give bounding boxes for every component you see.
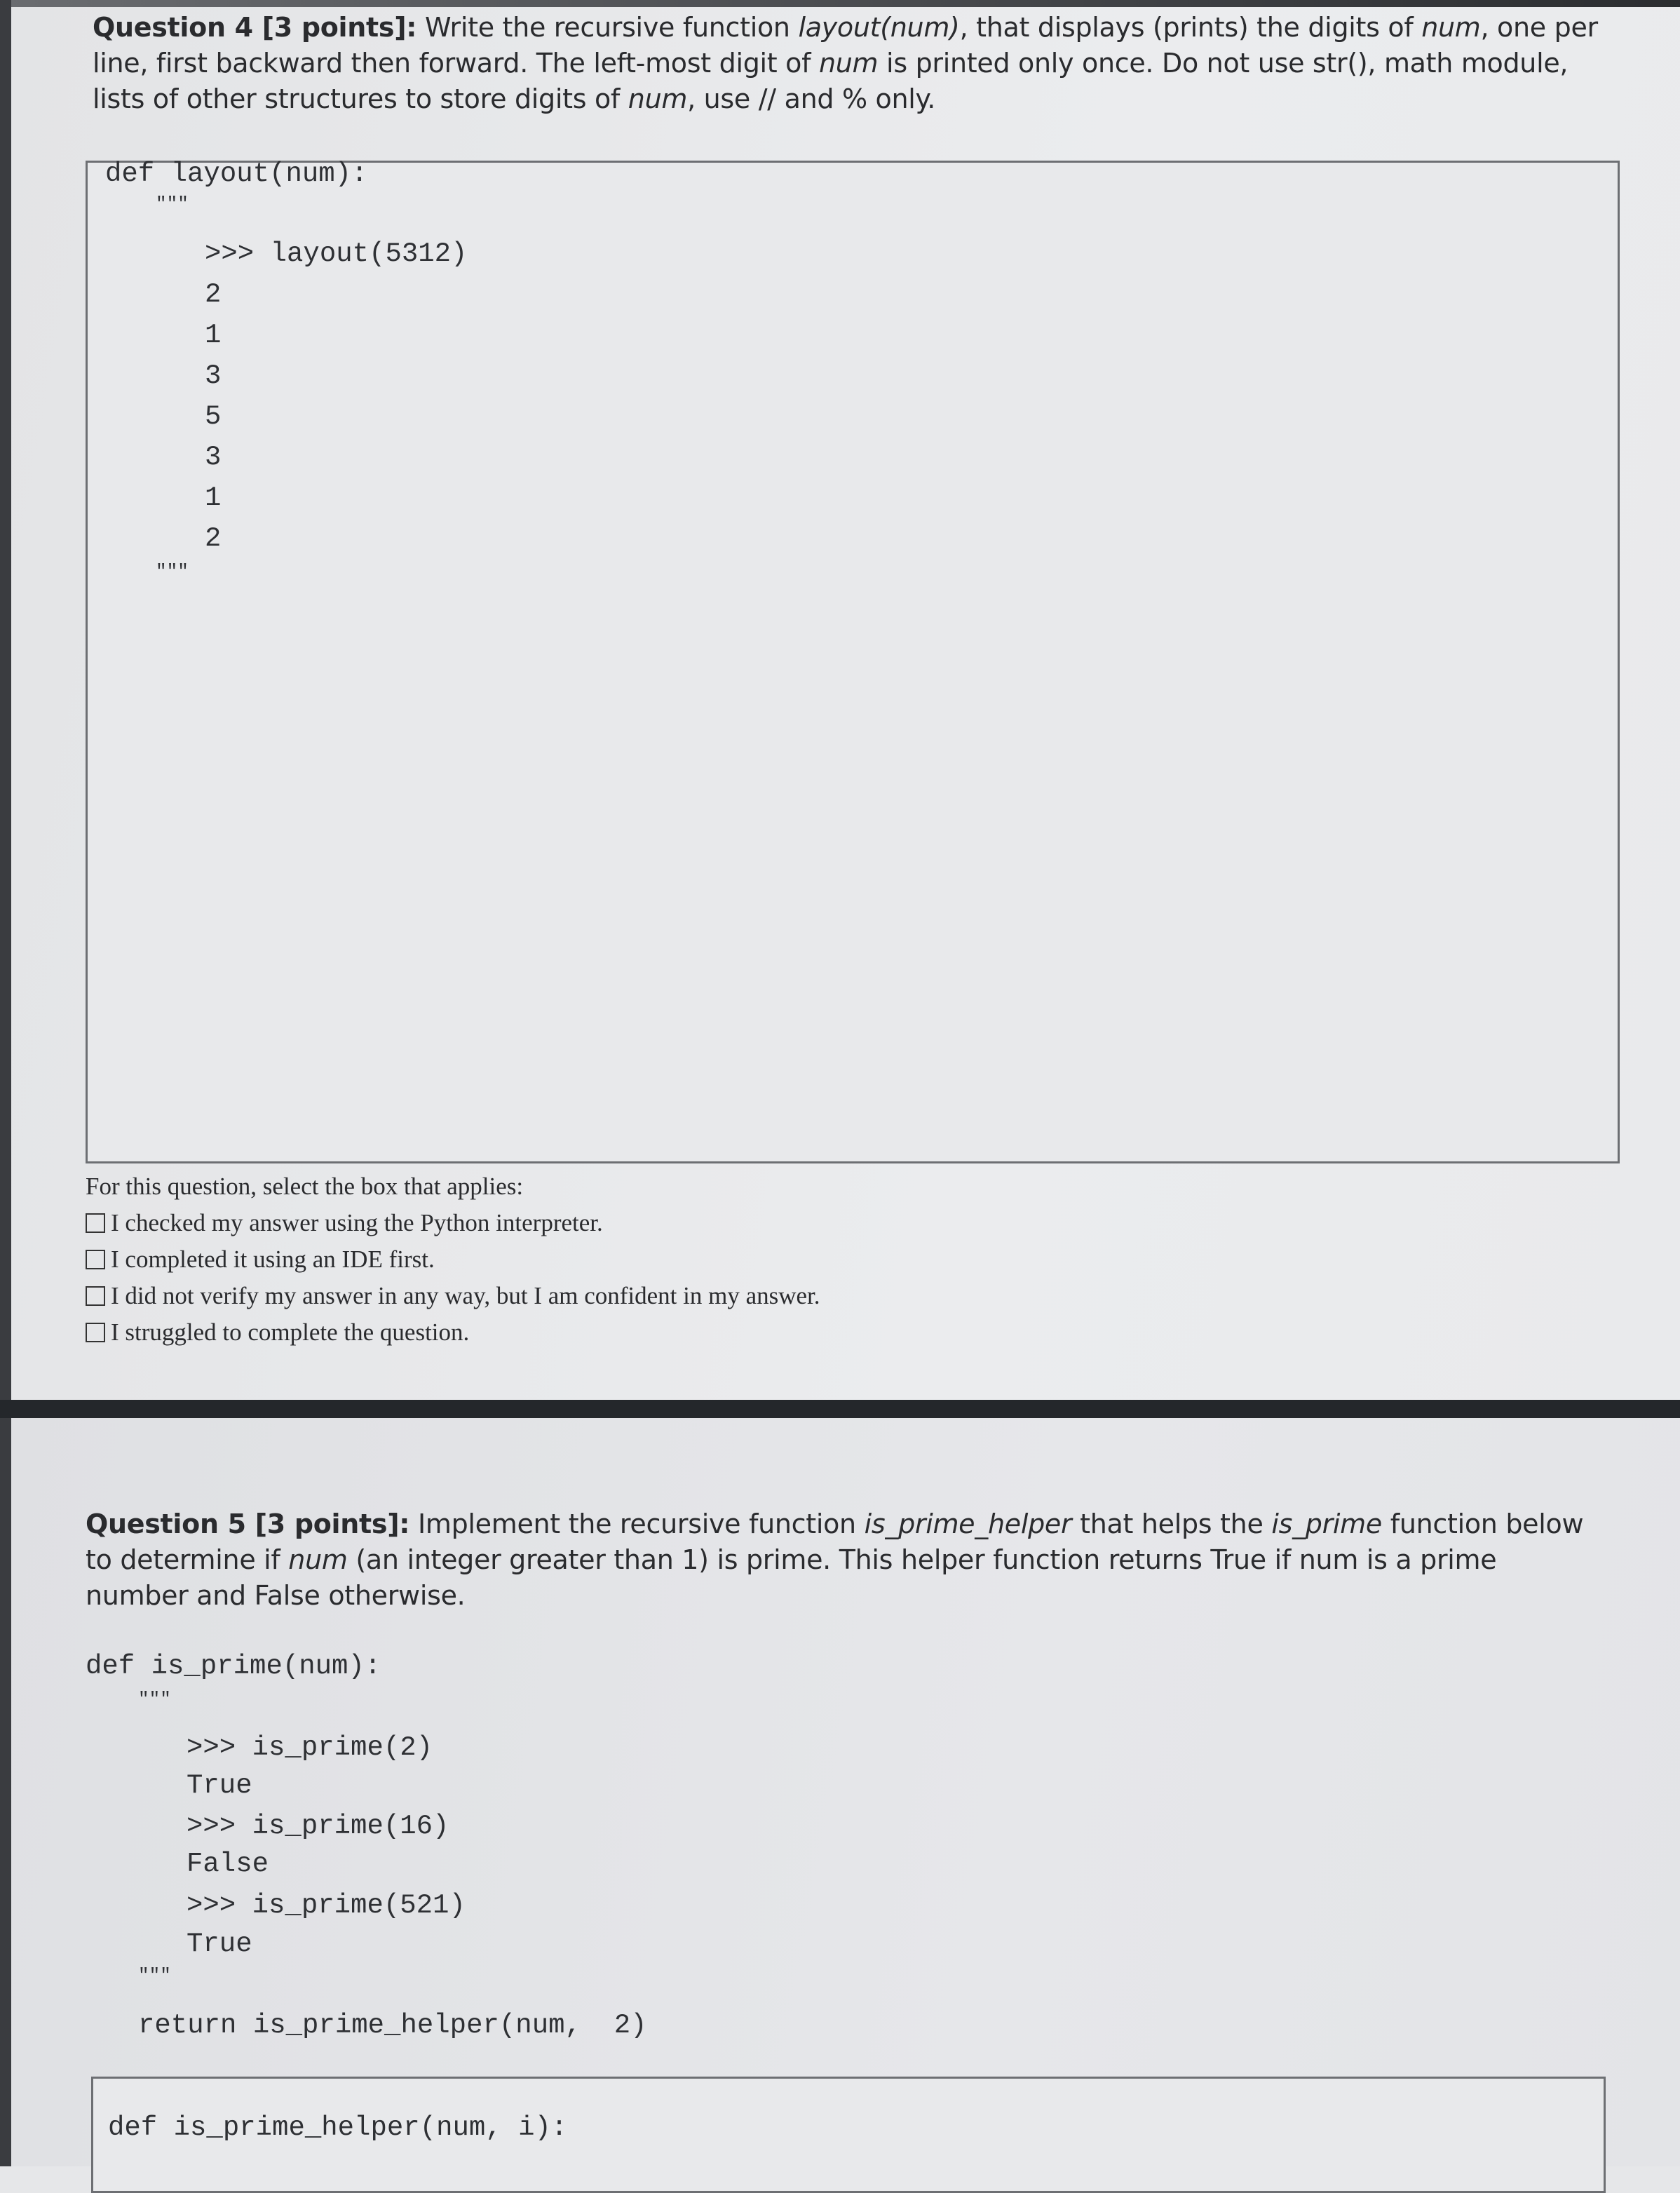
code-helper-def: def is_prime_helper(num, i): (108, 2112, 568, 2143)
docstring-close: """ (138, 1965, 171, 1986)
output-line: True (187, 1929, 252, 1959)
question-5-prompt (86, 1506, 1593, 1614)
docstring-open: """ (138, 1689, 171, 1710)
checkbox[interactable] (86, 1323, 105, 1342)
checkbox-label: I checked my answer using the Python interpreter. (111, 1209, 603, 1236)
checkbox-label: I did not verify my answer in any way, but I am confident in my answer. (111, 1282, 820, 1309)
output-line: 1 (205, 483, 222, 513)
prompt-text: , use // and % only. (687, 83, 936, 114)
checkbox[interactable] (86, 1250, 105, 1269)
prompt-text: num (628, 83, 688, 114)
code-def-line: def is_prime(num): (86, 1651, 381, 1682)
checkbox-option-confident[interactable] (86, 1282, 820, 1310)
output-line: True (187, 1770, 252, 1801)
question-4-prompt (93, 10, 1621, 117)
checkbox-label: I completed it using an IDE first. (111, 1246, 435, 1273)
checkbox[interactable] (86, 1286, 105, 1306)
question-4-label: Question 4 [3 points]: (93, 12, 417, 43)
checkbox[interactable] (86, 1213, 105, 1233)
checkbox-label: I struggled to complete the question. (111, 1318, 470, 1346)
prompt-text: num (288, 1544, 348, 1575)
answer-box-q4[interactable] (86, 161, 1620, 1163)
prompt-text: is printed only once. Do not use str(), math module, lists of other structures to store digits of (93, 48, 1569, 114)
page-divider (0, 1400, 1680, 1418)
checkbox-option-struggled[interactable] (86, 1318, 469, 1347)
docstring-open: """ (156, 194, 189, 215)
code-example: >>> is_prime(521) (187, 1890, 466, 1921)
prompt-text: num (1421, 12, 1481, 43)
prompt-text: Implement the recursive function (409, 1509, 865, 1539)
verification-prompt: For this question, select the box that applies: (86, 1173, 524, 1200)
code-example: >>> layout(5312) (205, 238, 468, 269)
prompt-text: , that displays (prints) the digits of (959, 12, 1422, 43)
question-5-label: Question 5 [3 points]: (86, 1509, 410, 1539)
screen-top-edge (0, 0, 1680, 7)
docstring-close: """ (156, 561, 189, 582)
prompt-text: num (818, 48, 879, 79)
output-line: 1 (205, 320, 222, 351)
output-line: False (187, 1849, 269, 1880)
output-line: 3 (205, 360, 222, 391)
code-return-line: return is_prime_helper(num, 2) (138, 2010, 647, 2041)
prompt-text: is_prime_helper (864, 1509, 1072, 1539)
prompt-text: that helps the (1071, 1509, 1272, 1539)
prompt-text: , one per line, first backward then forward. The left-most digit of (93, 12, 1598, 79)
output-line: 5 (205, 401, 222, 432)
prompt-text: layout(num) (798, 12, 960, 43)
code-def-line: def layout(num): (105, 158, 368, 189)
prompt-text: Write the recursive function (416, 12, 799, 43)
screen-left-edge (0, 0, 11, 2166)
code-example: >>> is_prime(2) (187, 1732, 433, 1763)
prompt-text: is_prime (1271, 1509, 1382, 1539)
checkbox-option-interpreter[interactable] (86, 1209, 603, 1237)
output-line: 2 (205, 523, 222, 554)
output-line: 3 (205, 442, 222, 473)
output-line: 2 (205, 279, 222, 310)
code-example: >>> is_prime(16) (187, 1811, 449, 1842)
checkbox-option-ide[interactable] (86, 1246, 435, 1274)
prompt-text: function below to determine if (86, 1509, 1584, 1575)
prompt-text: (an integer greater than 1) is prime. This helper function returns True if num is a prime number and False otherwise. (86, 1544, 1497, 1611)
